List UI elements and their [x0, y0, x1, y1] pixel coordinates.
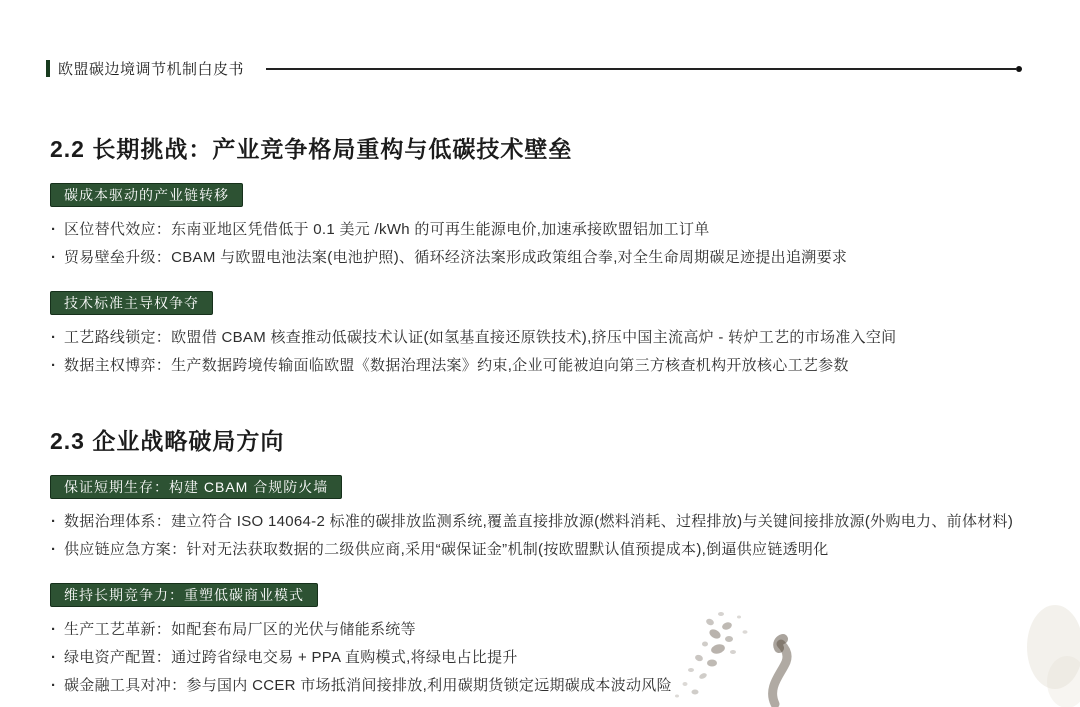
bullet-item: · 贸易壁垒升级：CBAM 与欧盟电池法案(电池护照)、循环经济法案形成政策组合拳,对全生命周期碳足迹提出追溯要求	[50, 244, 1050, 272]
bullet-item: · 区位替代效应：东南亚地区凭借低于 0.1 美元 /kWh 的可再生能源电价,加速承接欧盟铝加工订单	[50, 216, 1050, 244]
bullet-item: · 绿电资产配置：通过跨省绿电交易 + PPA 直购模式,将绿电占比提升	[50, 644, 1050, 672]
bullet-list	[50, 216, 1050, 272]
tag-badge: 碳成本驱动的产业链转移	[50, 183, 243, 207]
accent-bar	[46, 60, 50, 77]
doc-title: 欧盟碳边境调节机制白皮书	[58, 61, 245, 78]
header-rule-dot	[1016, 66, 1022, 72]
bullet-item: · 数据主权博弈：生产数据跨境传输面临欧盟《数据治理法案》约束,企业可能被迫向第三方核查机构开放核心工艺参数	[50, 352, 1050, 380]
section-heading-2-2: 2.2 长期挑战：产业竞争格局重构与低碳技术壁垒	[50, 136, 573, 162]
tag-badge: 保证短期生存：构建 CBAM 合规防火墙	[50, 475, 342, 499]
bullet-list	[50, 508, 1050, 564]
bullet-item: · 碳金融工具对冲：参与国内 CCER 市场抵消间接排放,利用碳期货锁定远期碳成本波动风险	[50, 672, 1050, 700]
bullet-list	[50, 616, 1050, 700]
bullet-item: · 数据治理体系：建立符合 ISO 14064-2 标准的碳排放监测系统,覆盖直接排放源(燃料消耗、过程排放)与关键间接排放源(外购电力、前体材料)	[50, 508, 1050, 536]
bullet-item: · 工艺路线锁定：欧盟借 CBAM 核查推动低碳技术认证(如氢基直接还原铁技术),挤压中国主流高炉 - 转炉工艺的市场准入空间	[50, 324, 1050, 352]
bullet-item: · 供应链应急方案：针对无法获取数据的二级供应商,采用“碳保证金”机制(按欧盟默认值预提成本),倒逼供应链透明化	[50, 536, 1050, 564]
bullet-list	[50, 324, 1050, 380]
header-rule	[266, 68, 1016, 70]
section-heading-2-3: 2.3 企业战略破局方向	[50, 428, 285, 454]
tag-badge: 维持长期竞争力：重塑低碳商业模式	[50, 583, 318, 607]
tag-badge: 技术标准主导权争夺	[50, 291, 213, 315]
doc-header	[46, 58, 1022, 79]
bullet-item: · 生产工艺革新：如配套布局厂区的光伏与储能系统等	[50, 616, 1050, 644]
doc-content	[50, 132, 1050, 702]
